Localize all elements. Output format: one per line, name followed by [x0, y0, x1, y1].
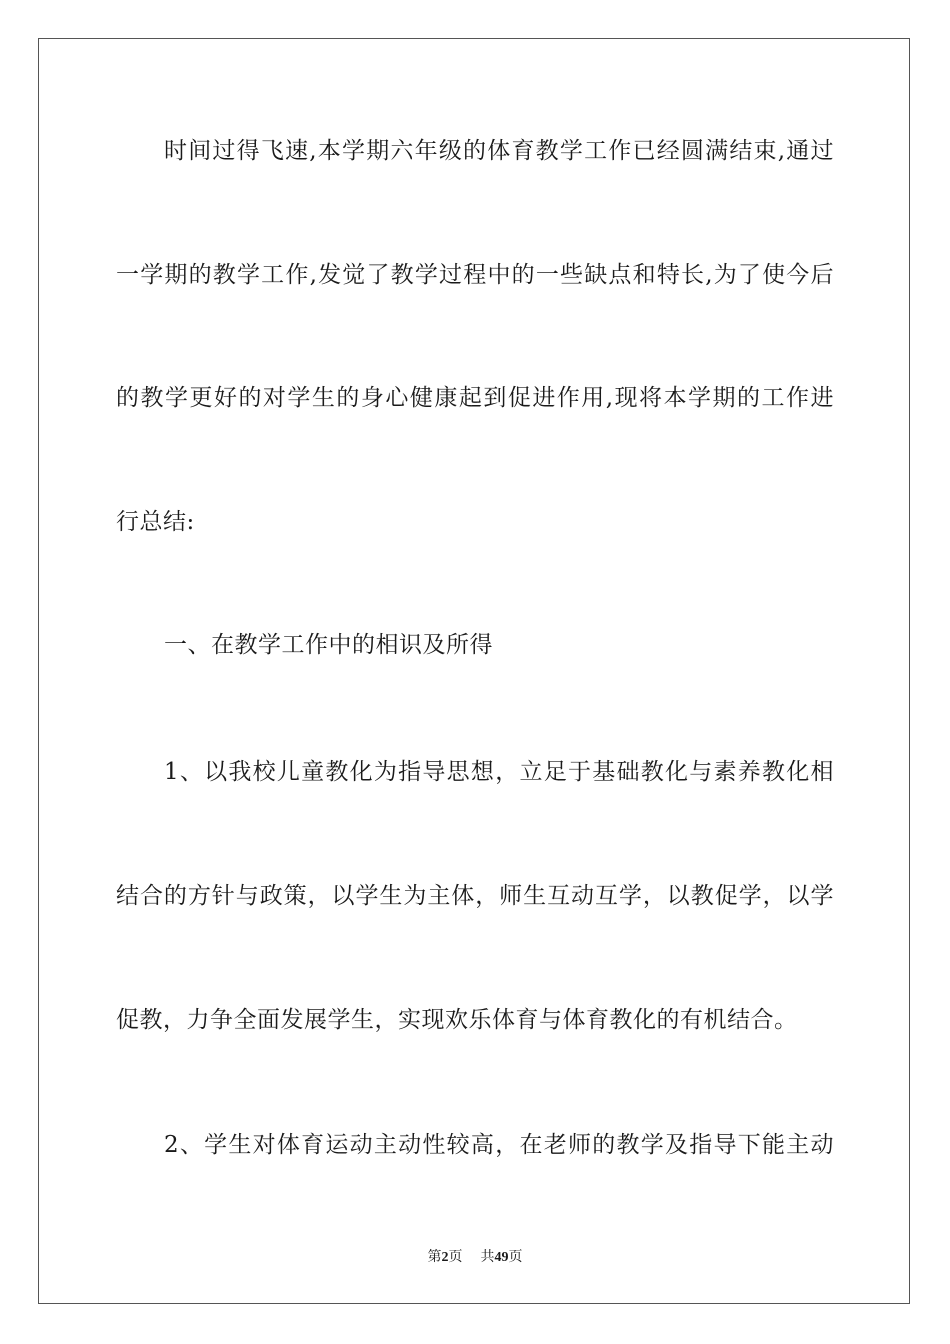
total-suffix: 页: [508, 1250, 523, 1265]
total-prefix: 共: [480, 1250, 495, 1265]
page-border: [38, 38, 910, 1304]
body-line: 结合的方针与政策，以学生为主体，师生互动互学，以教促学，以学: [116, 883, 834, 909]
page-prefix: 第: [427, 1250, 442, 1265]
page-suffix: 页: [448, 1250, 463, 1265]
body-line: 一学期的教学工作,发觉了教学过程中的一些缺点和特长,为了使今后: [116, 262, 834, 288]
total-pages: 49: [494, 1250, 509, 1265]
page-footer: [0, 1249, 950, 1267]
body-line: 1、以我校儿童教化为指导思想，立足于基础教化与素养教化相: [164, 759, 834, 785]
body-line: 时间过得飞速,本学期六年级的体育教学工作已经圆满结束,通过: [164, 138, 834, 164]
section-heading: 一、在教学工作中的相识及所得: [164, 632, 493, 658]
page-number: 2: [441, 1250, 449, 1265]
body-line: 行总结:: [116, 509, 195, 535]
body-line: 2、学生对体育运动主动性较高，在老师的教学及指导下能主动: [164, 1132, 834, 1158]
body-line: 的教学更好的对学生的身心健康起到促进作用,现将本学期的工作进: [116, 385, 834, 411]
body-line: 促教，力争全面发展学生，实现欢乐体育与体育教化的有机结合。: [116, 1007, 798, 1033]
